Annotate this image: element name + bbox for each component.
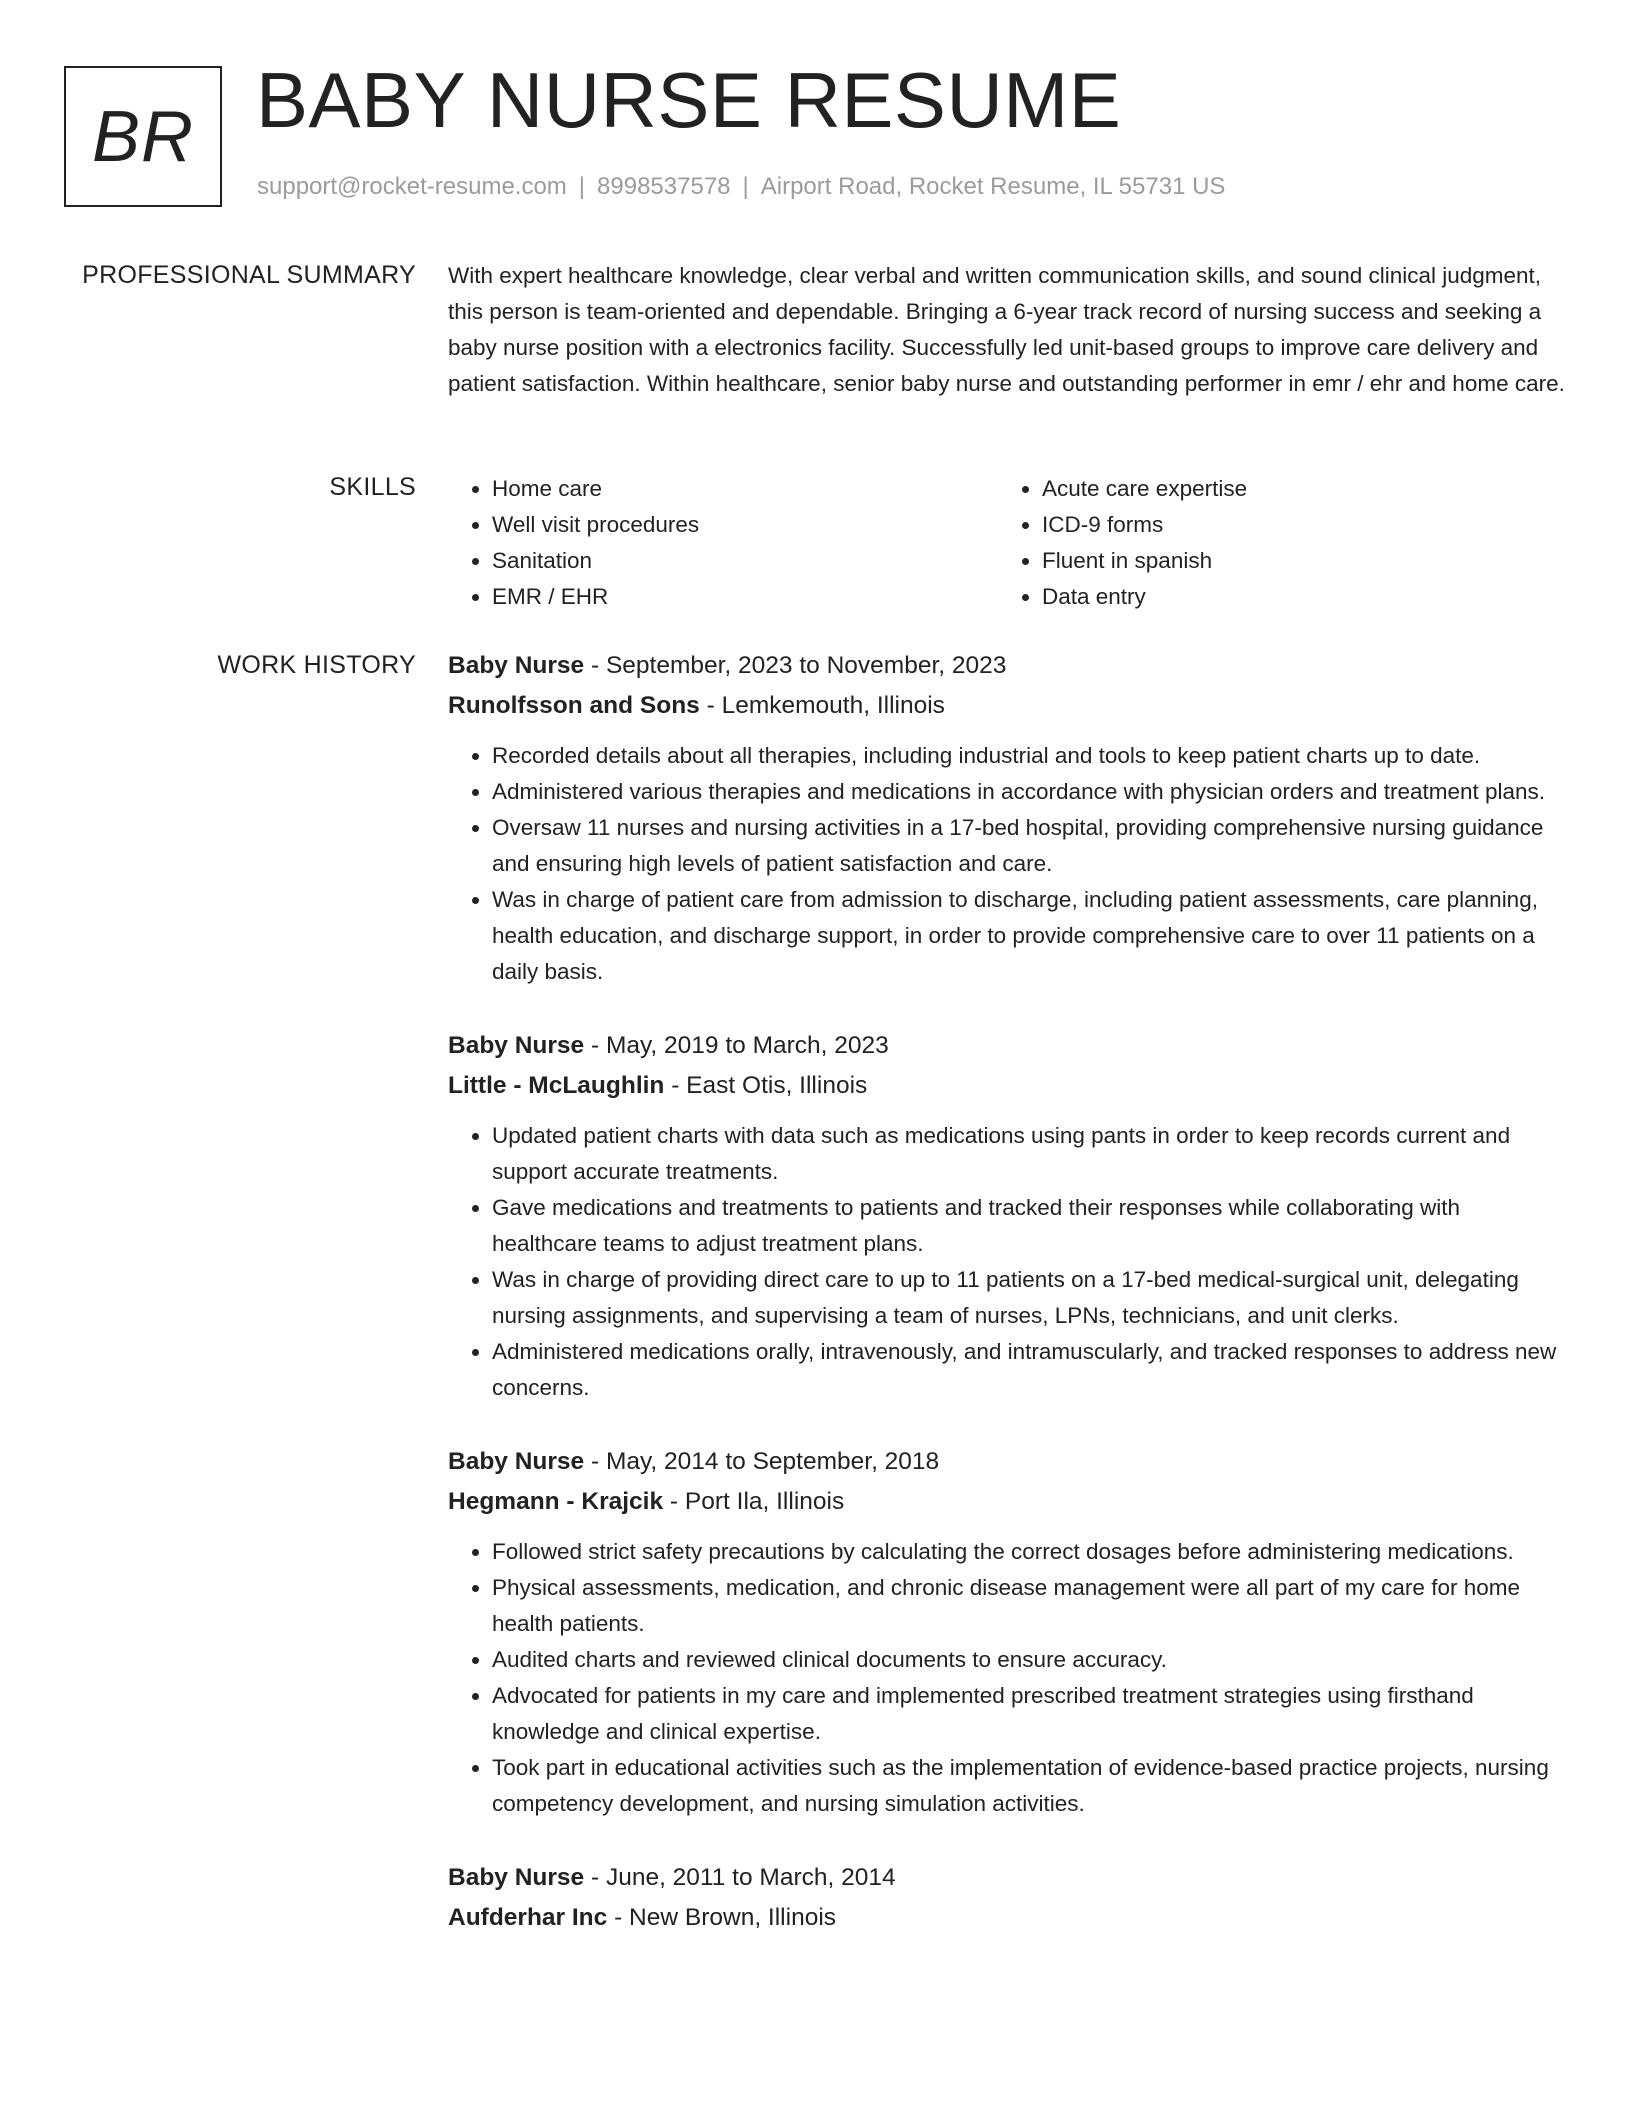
monogram-initials: BR: [91, 96, 195, 177]
summary-text: With expert healthcare knowledge, clear verbal and written communication skills, and sound clinical judgment, this person is team-oriented and dependable. Bringing a 6-year track record of nursing success and seeking a baby nurse position with a electronics facility. Successfully led unit-based groups to improve care delivery and patient satisfaction. Within healthcare, senior baby nurse and outstanding performer in emr / ehr and home care.: [448, 263, 1565, 396]
job-bullet: • Administered medications orally, intravenously, and intramuscularly, and tracked responses to address new concerns.: [492, 1334, 1568, 1406]
job-dates: - May, 2019 to March, 2023: [584, 1032, 889, 1059]
job-company-line: [448, 1482, 1568, 1522]
skills-list-left: [448, 471, 998, 615]
skills-body: [448, 471, 1568, 615]
job-bullet: • Audited charts and reviewed clinical documents to ensure accuracy.: [492, 1642, 1568, 1678]
job-bullets: [448, 1534, 1568, 1822]
skill-item: • Well visit procedures: [492, 507, 998, 543]
job-entry: [448, 1026, 1568, 1406]
job-company: Little - McLaughlin: [448, 1072, 665, 1099]
job-title: Baby Nurse: [448, 652, 585, 679]
skills-list-right: [998, 471, 1548, 615]
contact-line: [257, 173, 1225, 201]
job-dates: - June, 2011 to March, 2014: [584, 1864, 896, 1891]
contact-email[interactable]: support@rocket-resume.com: [257, 173, 567, 200]
skill-item: • Data entry: [1042, 579, 1548, 615]
job-dates: - May, 2014 to September, 2018: [584, 1448, 940, 1475]
job-bullet: • Updated patient charts with data such as medications using pants in order to keep records current and support accurate treatments.: [492, 1118, 1568, 1190]
contact-separator: |: [578, 173, 586, 200]
skill-item: • ICD-9 forms: [1042, 507, 1548, 543]
job-title-line: [448, 646, 1568, 686]
job-title-line: [448, 1442, 1568, 1482]
job-bullets: [448, 1118, 1568, 1406]
skill-item: • Sanitation: [492, 543, 998, 579]
job-title-line: [448, 1858, 1568, 1898]
job-entry: [448, 1858, 1568, 1938]
job-location: - Port Ila, Illinois: [663, 1488, 845, 1515]
job-company: Aufderhar Inc: [448, 1904, 608, 1931]
job-bullet: • Was in charge of patient care from admission to discharge, including patient assessments, care planning, health education, and discharge support, in order to provide comprehensive care to over 11 patients on a daily basis.: [492, 882, 1568, 990]
skill-item: • Fluent in spanish: [1042, 543, 1548, 579]
job-bullet: • Recorded details about all therapies, including industrial and tools to keep patient charts up to date.: [492, 738, 1568, 774]
job-entry: [448, 646, 1568, 990]
job-title: Baby Nurse: [448, 1032, 585, 1059]
job-bullet: • Administered various therapies and medications in accordance with physician orders and treatment plans.: [492, 774, 1568, 810]
job-bullet: • Gave medications and treatments to patients and tracked their responses while collaborating with healthcare teams to adjust treatment plans.: [492, 1190, 1568, 1262]
job-title: Baby Nurse: [448, 1448, 585, 1475]
contact-address: Airport Road, Rocket Resume, IL 55731 US: [760, 173, 1226, 200]
job-bullet: • Oversaw 11 nurses and nursing activities in a 17-bed hospital, providing comprehensive nursing guidance and ensuring high levels of patient satisfaction and care.: [492, 810, 1568, 882]
job-location: - East Otis, Illinois: [664, 1072, 868, 1099]
job-bullet: • Physical assessments, medication, and chronic disease management were all part of my care for home health patients.: [492, 1570, 1568, 1642]
work-history-body: [448, 646, 1568, 1974]
job-bullet: • Was in charge of providing direct care to up to 11 patients on a 17-bed medical-surgical unit, delegating nursing assignments, and supervising a team of nurses, LPNs, technicians, and unit clerks.: [492, 1262, 1568, 1334]
job-entry: [448, 1442, 1568, 1822]
summary-body: [448, 258, 1568, 402]
skill-item: • Home care: [492, 471, 998, 507]
skill-item: • EMR / EHR: [492, 579, 998, 615]
job-bullets: [448, 738, 1568, 990]
skill-item: • Acute care expertise: [1042, 471, 1548, 507]
job-company: Hegmann - Krajcik: [448, 1488, 664, 1515]
job-title-line: [448, 1026, 1568, 1066]
job-bullet: • Took part in educational activities such as the implementation of evidence-based practice projects, nursing competency development, and nursing simulation activities.: [492, 1750, 1568, 1822]
job-bullet: • Followed strict safety precautions by calculating the correct dosages before administering medications.: [492, 1534, 1568, 1570]
summary-heading: PROFESSIONAL SUMMARY: [82, 261, 416, 289]
job-location: - Lemkemouth, Illinois: [699, 692, 945, 719]
job-bullet: • Advocated for patients in my care and implemented prescribed treatment strategies using firsthand knowledge and clinical expertise.: [492, 1678, 1568, 1750]
job-company-line: [448, 1898, 1568, 1938]
skills-heading: SKILLS: [329, 473, 416, 501]
job-location: - New Brown, Illinois: [607, 1904, 837, 1931]
job-company: Runolfsson and Sons: [448, 692, 700, 719]
contact-separator: |: [742, 173, 749, 200]
skills-columns: [448, 471, 1548, 615]
job-title: Baby Nurse: [448, 1864, 585, 1891]
resume-title: BABY NURSE RESUME: [256, 56, 1122, 144]
work-history-heading: WORK HISTORY: [217, 651, 416, 679]
job-dates: - September, 2023 to November, 2023: [584, 652, 1007, 679]
contact-phone[interactable]: 8998537578: [597, 173, 731, 200]
job-company-line: [448, 1066, 1568, 1106]
monogram-box: [64, 66, 222, 207]
job-company-line: [448, 686, 1568, 726]
